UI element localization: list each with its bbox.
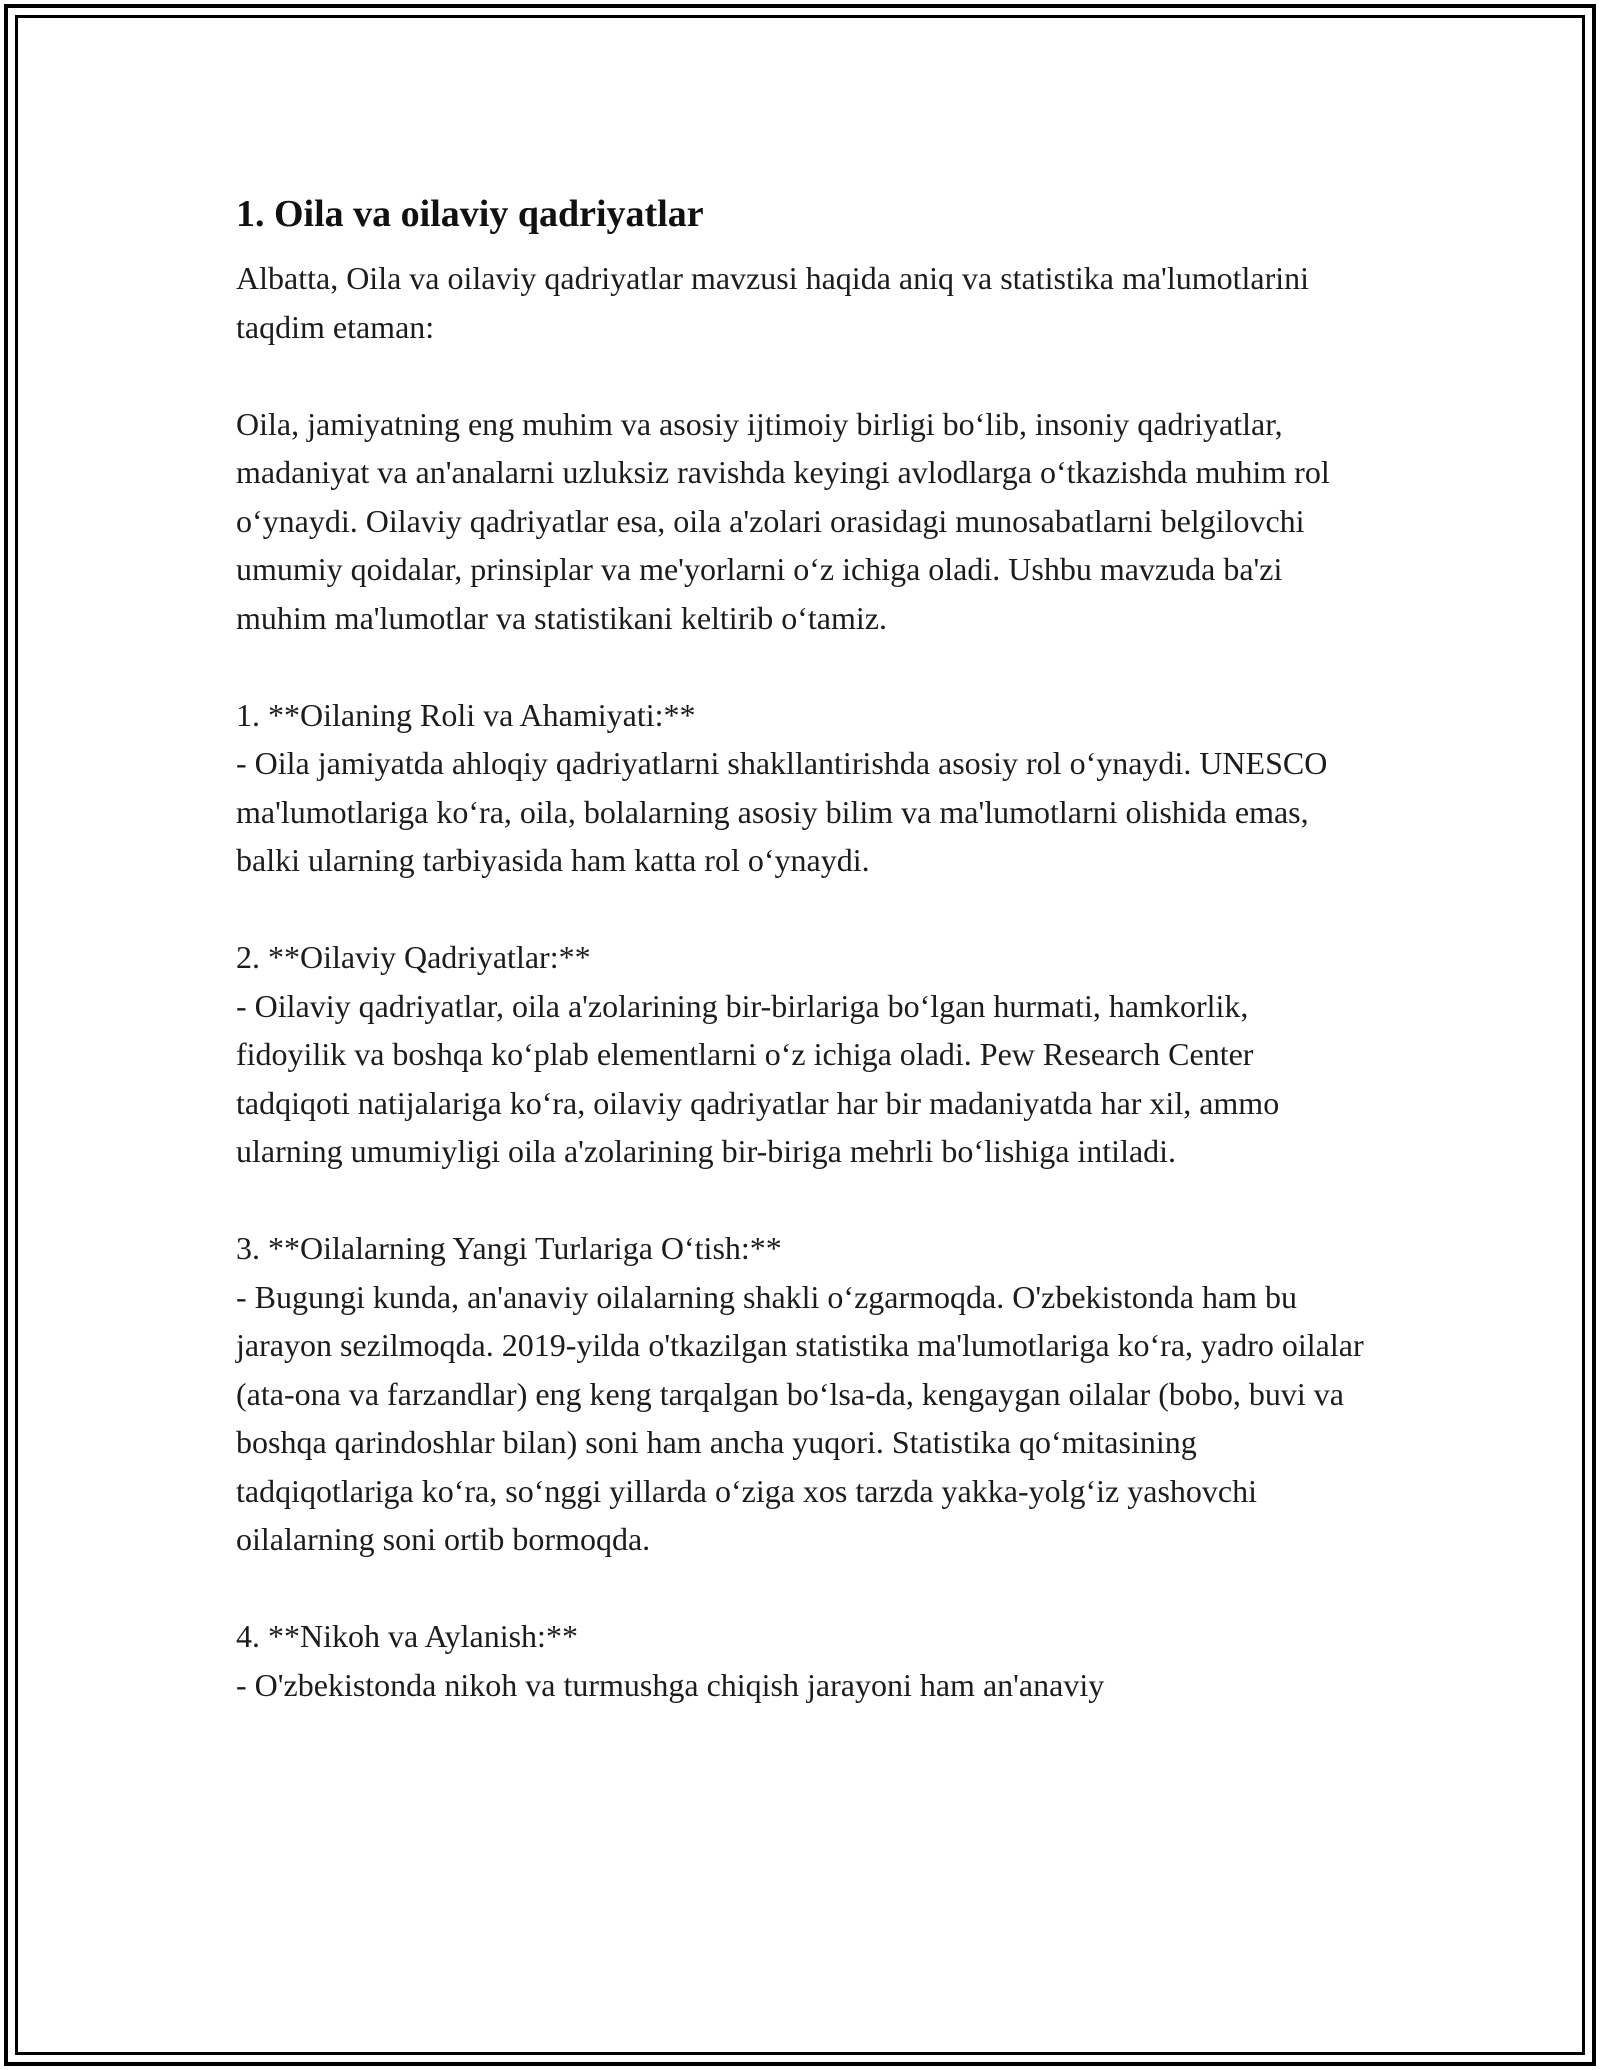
document-body	[236, 184, 1366, 1709]
intro-paragraph: Albatta, Oila va oilaviy qadriyatlar mavzusi haqida aniq va statistika ma'lumotlarini taqdim etaman:	[236, 260, 1310, 345]
document-title: 1. Oila va oilaviy qadriyatlar	[236, 193, 704, 235]
section-3-paragraph: 3. **Oilalarning Yangi Turlariga O‘tish:** - Bugungi kunda, an'anaviy oilalarning shakli o‘zgarmoqda. O'zbekistonda ham bu jarayon sezilmoqda. 2019-yilda o'tkazilgan statistika ma'lumotlariga ko‘ra, yadro oilalar (ata-ona va farzandlar) eng keng tarqalgan bo‘lsa-da, kengaygan oilalar (bobo, buvi va boshqa qarindoshlar bilan) soni ham ancha yuqori. Statistika qo‘mitasining tadqiqotlariga ko‘ra, so‘nggi yillarda o‘ziga xos tarzda yakka-yolg‘iz yashovchi oilalarning soni ortib bormoqda.	[236, 1230, 1364, 1557]
section-2-paragraph: 2. **Oilaviy Qadriyatlar:** - Oilaviy qadriyatlar, oila a'zolarining bir-birlariga bo‘lgan hurmati, hamkorlik, fidoyilik va boshqa ko‘plab elementlarni o‘z ichiga oladi. Pew Research Center tadqiqoti natijalariga ko‘ra, oilaviy qadriyatlar har bir madaniyatda har xil, ammo ularning umumiyligi oila a'zolarining bir-biriga mehrli bo‘lishiga intiladi.	[236, 939, 1280, 1169]
section-4-paragraph: 4. **Nikoh va Aylanish:** - O'zbekistonda nikoh va turmushga chiqish jarayoni ham an'anaviy	[236, 1618, 1105, 1703]
overview-paragraph: Oila, jamiyatning eng muhim va asosiy ijtimoiy birligi bo‘lib, insoniy qadriyatlar, madaniyat va an'analarni uzluksiz ravishda keyingi avlodlarga o‘tkazishda muhim rol o‘ynaydi. Oilaviy qadriyatlar esa, oila a'zolari orasidagi munosabatlarni belgilovchi umumiy qoidalar, prinsiplar va me'yorlarni o‘z ichiga oladi. Ushbu mavzuda ba'zi muhim ma'lumotlar va statistikani keltirib o‘tamiz.	[236, 405, 1330, 636]
section-1-paragraph: 1. **Oilaning Roli va Ahamiyati:** - Oila jamiyatda ahloqiy qadriyatlarni shakllantirishda asosiy rol o‘ynaydi. UNESCO ma'lumotlariga ko‘ra, oila, bolalarning asosiy bilim va ma'lumotlarni olishida emas, balki ularning tarbiyasida ham katta rol o‘ynaydi.	[236, 696, 1328, 878]
